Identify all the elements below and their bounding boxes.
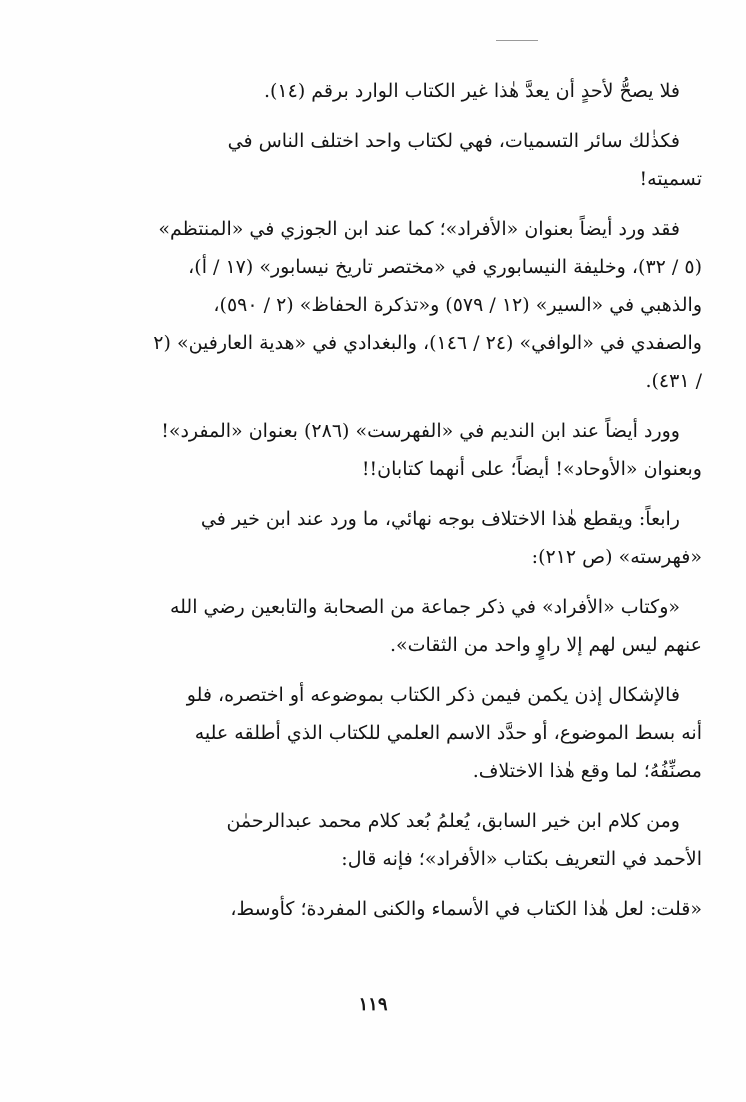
text-line: رابعاً: ويقطع هٰذا الاختلاف بوجه نهائي، ما ورد عند ابن خير في xyxy=(200,508,680,530)
text-line: فقد ورد أيضاً بعنوان «الأفراد»؛ كما عند ابن الجوزي في «المنتظم» xyxy=(158,218,680,240)
text-line: أنه بسط الموضوع، أو حدَّد الاسم العلمي للكتاب الذي أطلقه عليه xyxy=(194,722,702,744)
text-line: ومن كلام ابن خير السابق، يُعلمُ بُعد كلام محمد عبدالرحمٰن xyxy=(226,810,680,832)
text-line: الأحمد في التعريف بكتاب «الأفراد»؛ فإنه قال: xyxy=(341,848,702,870)
top-decorative-rule xyxy=(496,40,538,41)
text-line: تسميته! xyxy=(639,168,702,190)
paragraph xyxy=(66,676,702,790)
text-line: وورد أيضاً عند ابن النديم في «الفهرست» (٢٨٦) بعنوان «المفرد»! xyxy=(161,420,680,442)
text-line: فالإشكال إذن يكمن فيمن ذكر الكتاب بموضوعه أو اختصره، فلو xyxy=(186,684,680,706)
text-line: والصفدي في «الوافي» (٢٤ / ١٤٦)، والبغدادي في «هدية العارفين» (٢ xyxy=(153,332,702,354)
paragraph xyxy=(66,210,702,400)
text-line: «فهرسته» (ص ٢١٢): xyxy=(531,546,702,568)
paragraph xyxy=(66,122,702,198)
body-text xyxy=(66,72,702,928)
text-line: وبعنوان «الأوحاد»! أيضاً؛ على أنهما كتابان!! xyxy=(361,458,702,480)
text-line: مصنِّفُهُ؛ لما وقع هٰذا الاختلاف. xyxy=(472,760,702,782)
page-number: ١١٩ xyxy=(358,994,388,1015)
paragraph xyxy=(66,72,702,110)
text-line: (٥ / ٣٢)، وخليفة النيسابوري في «مختصر تاريخ نيسابور» (١٧ / أ)، xyxy=(188,256,702,278)
text-line: / ٤٣١). xyxy=(645,370,702,392)
paragraph xyxy=(66,500,702,576)
text-line: والذهبي في «السير» (١٢ / ٥٧٩) و«تذكرة الحفاظ» (٢ / ٥٩٠)، xyxy=(213,294,702,316)
text-line: فكذٰلك سائر التسميات، فهي لكتاب واحد اختلف الناس في xyxy=(227,130,680,152)
paragraph xyxy=(66,802,702,878)
text-line: عنهم ليس لهم إلا راوٍ واحد من الثقات». xyxy=(390,634,702,656)
text-line: «قلت: لعل هٰذا الكتاب في الأسماء والكنى المفردة؛ كأوسط، xyxy=(230,898,702,920)
quote-paragraph xyxy=(66,588,702,664)
text-line: «وكتاب «الأفراد» في ذكر جماعة من الصحابة والتابعين رضي الله xyxy=(169,596,680,618)
paragraph xyxy=(66,412,702,488)
quote-paragraph xyxy=(66,890,702,928)
text-line: فلا يصحُّ لأحدٍ أن يعدَّ هٰذا غير الكتاب الوارد برقم (١٤). xyxy=(263,80,680,102)
